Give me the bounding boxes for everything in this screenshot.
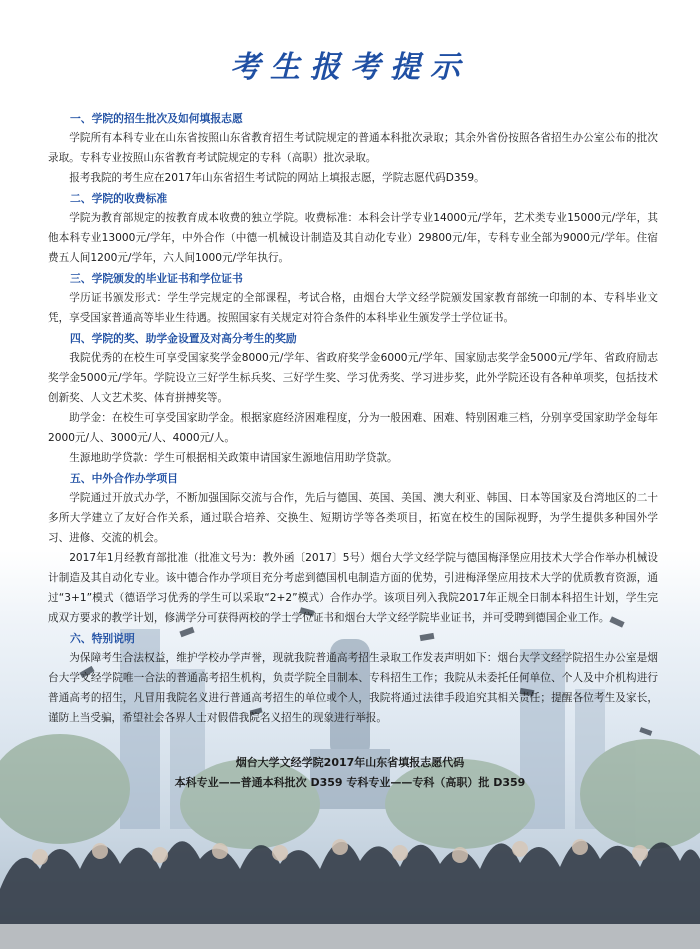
section-paragraph: 生源地助学贷款：学生可根据相关政策申请国家生源地信用助学贷款。 <box>69 452 398 464</box>
section-heading: 三、学院颁发的毕业证书和学位证书 <box>70 272 243 285</box>
section-paragraph: 学院为教育部规定的按教育成本收费的独立学院。收费标准：本科会计学专业14000元/学年，艺术类专业15000元/学年，其他本科专业13000元/学年，中外合作（中德一机械设计制造及其自动化专业）29800元/年，专科专业全部为9000元/学年。住宿费五人间1200元/学年，六人间1000元/学年执行。 <box>48 212 658 264</box>
notice-body <box>48 108 658 728</box>
section-heading: 六、特别说明 <box>70 632 135 645</box>
section-heading: 四、学院的奖、助学金设置及对高分考生的奖励 <box>70 332 297 345</box>
section-heading: 五、中外合作办学项目 <box>70 472 178 485</box>
page-title: 考生报考提示 <box>230 50 470 85</box>
section-paragraph: 我院优秀的在校生可享受国家奖学金8000元/学年、省政府奖学金6000元/学年、国家励志奖学金5000元/学年、省政府励志奖学金5000元/学年。学院设立三好学生标兵奖、三好学生奖、学习优秀奖、学习进步奖，此外学院还设有各种单项奖，包括技术创新奖、人文艺术奖、体育拼搏奖等。 <box>48 352 658 404</box>
section-heading: 二、学院的收费标准 <box>70 192 168 205</box>
section-paragraph: 为保障考生合法权益，维护学校办学声誉，现就我院普通高考招生录取工作发表声明如下：烟台大学文经学院招生办公室是烟台大学文经学院唯一合法的普通高考招生机构，负责学院全日制本、专科招生工作；我院从未委托任何单位、个人及中介机构进行普通高考的招生，凡冒用我院名义进行普通高考招生的单位或个人，我院将通过法律手段追究其相关责任；提醒各位考生及家长，谨防上当受骗，希望社会各界人士对假借我院名义招生的现象进行举报。 <box>48 652 658 724</box>
section-paragraph: 学院所有本科专业在山东省按照山东省教育招生考试院规定的普通本科批次录取；其余外省份按照各省招生办公室公布的批次录取。专科专业按照山东省教育考试院规定的专科（高职）批次录取。 <box>48 132 658 164</box>
application-code-block <box>0 753 700 793</box>
code-title: 烟台大学文经学院2017年山东省填报志愿代码 <box>235 756 465 769</box>
section-paragraph: 报考我院的考生应在2017年山东省招生考试院的网站上填报志愿，学院志愿代码D359。 <box>69 172 485 184</box>
section-paragraph: 2017年1月经教育部批准（批准文号为：教外函〔2017〕5号）烟台大学文经学院与德国梅泽堡应用技术大学合作举办机械设计制造及其自动化专业。该中德合作办学项目充分考虑到德国机电制造方面的优势，引进梅泽堡应用技术大学的优质教育资源，通过“3+1”模式（德语学习优秀的学生可以采取“2+2”模式）合作办学。该项目列入我院2017年正规全日制本科招生计划，学生完成双方要求的教学计划，修满学分可获得两校的学士学位证书和烟台大学文经学院毕业证书，并可受聘到德国企业工作。 <box>48 552 658 624</box>
section-paragraph: 学历证书颁发形式：学生学完规定的全部课程，考试合格，由烟台大学文经学院颁发国家教育部统一印制的本、专科毕业文凭，享受国家普通高等毕业生待遇。按照国家有关规定对符合条件的本科毕业生颁发学士学位证书。 <box>48 292 658 324</box>
section-heading: 一、学院的招生批次及如何填报志愿 <box>70 112 243 125</box>
code-line: 本科专业——普通本科批次 D359 专科专业——专科（高职）批 D359 <box>174 776 526 789</box>
section-paragraph: 学院通过开放式办学，不断加强国际交流与合作，先后与德国、英国、美国、澳大利亚、韩国、日本等国家及台湾地区的二十多所大学建立了友好合作关系，通过联合培养、交换生、短期访学等各类项目，拓宽在校生的国际视野，为学生提供多种国外学习、进修、交流的机会。 <box>48 492 658 544</box>
section-paragraph: 助学金：在校生可享受国家助学金。根据家庭经济困难程度，分为一般困难、困难、特别困难三档，分别享受国家助学金每年2000元/人、3000元/人、4000元/人。 <box>48 412 658 444</box>
